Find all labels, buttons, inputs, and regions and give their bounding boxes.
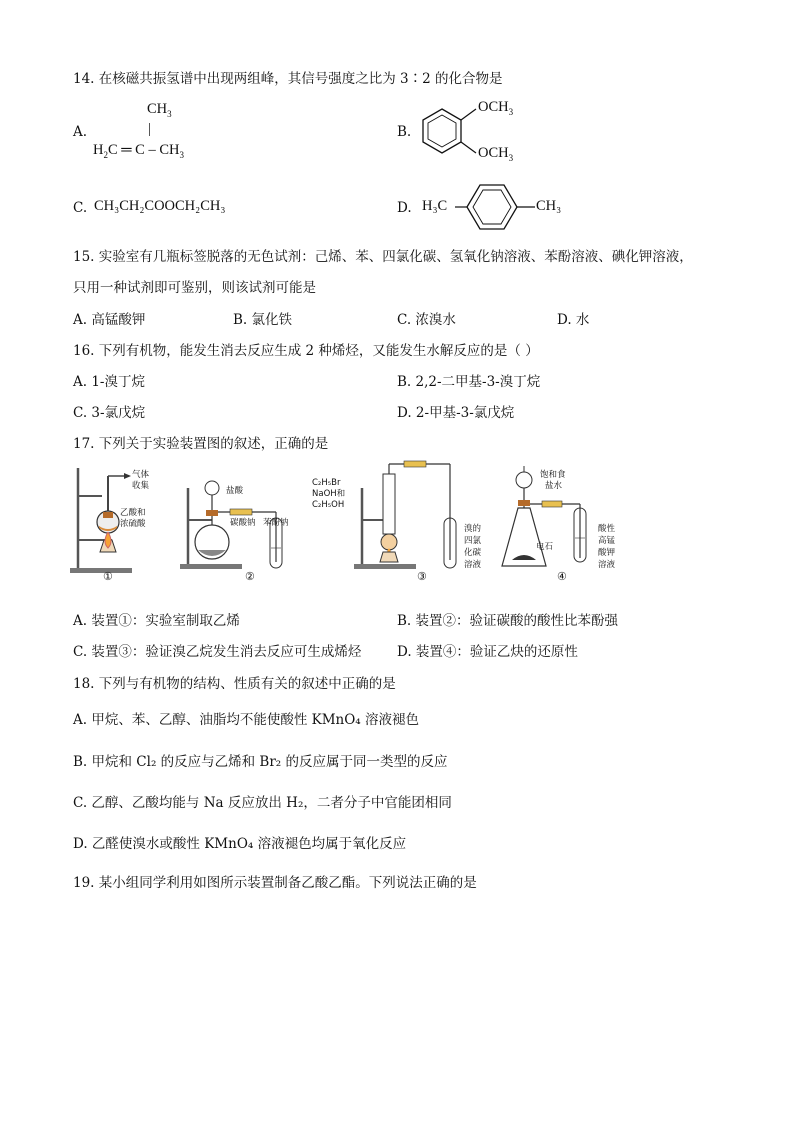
apparatus-2-label-phenolate: 苯酚钠 [263,518,289,528]
apparatus-3-diagram [350,460,470,582]
q14-option-d-left-group: H₃C [422,198,448,214]
apparatus-4-label-brine2: 盐水 [545,481,563,491]
q14-option-b-label: B. [397,124,412,140]
apparatus-4-label-cac2: 电石 [536,542,554,552]
apparatus-1-label-collect: 收集 [132,481,150,491]
apparatus-4-label-k4: 溶液 [598,560,616,570]
q14-option-a-label: A. [73,124,88,140]
q14-option-a-formula: $H_2C$ ═ C – $CH_3$ [93,142,184,160]
q16-option-a: A. 1-溴丁烷 [73,374,145,390]
q14-option-a-bond: | [148,121,151,137]
q16-option-d: D. 2-甲基-3-氯戊烷 [397,405,515,421]
apparatus-1-label-acid2: 浓硫酸 [120,519,146,529]
apparatus-3-label-c2h5oh: C₂H₅OH [312,500,345,510]
apparatus-3-label-c2h5br: C₂H₅Br [312,478,341,488]
q15-option-c: C. 浓溴水 [397,312,456,328]
q14-option-d-right-group: CH₃ [536,198,562,214]
q16-stem: 16. 下列有机物，能发生消去反应生成 2 种烯烃，又能发生水解反应的是（ ） [73,343,539,359]
apparatus-1-label-gas: 气体 [132,470,150,480]
apparatus-2-number: ② [245,570,255,583]
apparatus-1-diagram [68,462,168,584]
q15-option-d: D. 水 [557,312,590,328]
q17-option-a: A. 装置①：实验室制取乙烯 [73,613,240,629]
q18-option-c: C. 乙醇、乙酸均能与 Na 反应放出 H₂，二者分子中官能团相同 [73,795,452,811]
q14-stem: 14. 在核磁共振氢谱中出现两组峰，其信号强度之比为 3∶2 的化合物是 [73,71,503,87]
apparatus-2-label-na2co3: 碳酸钠 [230,518,256,528]
q14-option-c-label: C. [73,200,88,216]
q18-stem: 18. 下列与有机物的结构、性质有关的叙述中正确的是 [73,676,396,692]
apparatus-4-label-k2: 高锰 [598,536,616,546]
q15-stem-line2: 只用一种试剂即可鉴别，则该试剂可能是 [73,280,316,296]
q15-stem: 15. 实验室有几瓶标签脱落的无色试剂：己烯、苯、四氯化碳、氢氧化钠溶液、苯酚溶液、碘化钾溶液， [73,249,693,265]
q19-stem: 19. 某小组同学利用如图所示装置制备乙酸乙酯。下列说法正确的是 [73,875,477,891]
q18-option-d: D. 乙醛使溴水或酸性 KMnO₄ 溶液褪色均属于氧化反应 [73,836,407,852]
q18-option-a: A. 甲烷、苯、乙醇、油脂均不能使酸性 KMnO₄ 溶液褪色 [73,712,419,728]
q14-option-d-label: D. [397,200,412,216]
apparatus-4-number: ④ [557,570,567,583]
apparatus-3-label-s4: 溶液 [464,560,482,570]
q17-option-c: C. 装置③：验证溴乙烷发生消去反应可生成烯烃 [73,644,362,660]
apparatus-1-label-acid1: 乙酸和 [120,508,146,518]
q14-option-a-ch3: $CH_3$ [147,101,172,119]
q15-option-a: A. 高锰酸钾 [73,312,146,328]
apparatus-4-label-k1: 酸性 [598,524,616,534]
apparatus-3-number: ③ [417,570,427,583]
q17-stem: 17. 下列关于实验装置图的叙述，正确的是 [73,436,329,452]
q14-option-c-formula: CH₃CH₂COOCH₂CH₃ [94,198,226,214]
q16-option-b: B. 2,2-二甲基-3-溴丁烷 [397,374,541,390]
apparatus-1-number: ① [103,570,113,583]
q14-option-b-group2: $OCH_3$ [478,145,514,163]
q14-option-d-benzene-structure [453,178,543,236]
q17-option-d: D. 装置④：验证乙炔的还原性 [397,644,578,660]
apparatus-4-label-k3: 酸钾 [598,548,616,558]
q15-option-b: B. 氯化铁 [233,312,293,328]
apparatus-3-label-naoh: NaOH和 [312,489,346,499]
q18-option-b: B. 甲烷和 Cl₂ 的反应与乙烯和 Br₂ 的反应属于同一类型的反应 [73,754,448,770]
q14-option-b-group1: $OCH_3$ [478,99,514,117]
q17-option-b: B. 装置②：验证碳酸的酸性比苯酚强 [397,613,619,629]
apparatus-3-label-s1: 溴的 [464,524,482,534]
q16-option-c: C. 3-氯戊烷 [73,405,146,421]
apparatus-3-label-s2: 四氯 [464,536,482,546]
apparatus-4-label-brine1: 饱和食 [540,470,566,480]
apparatus-3-label-s3: 化碳 [464,548,482,558]
apparatus-2-label-hcl: 盐酸 [226,486,244,496]
